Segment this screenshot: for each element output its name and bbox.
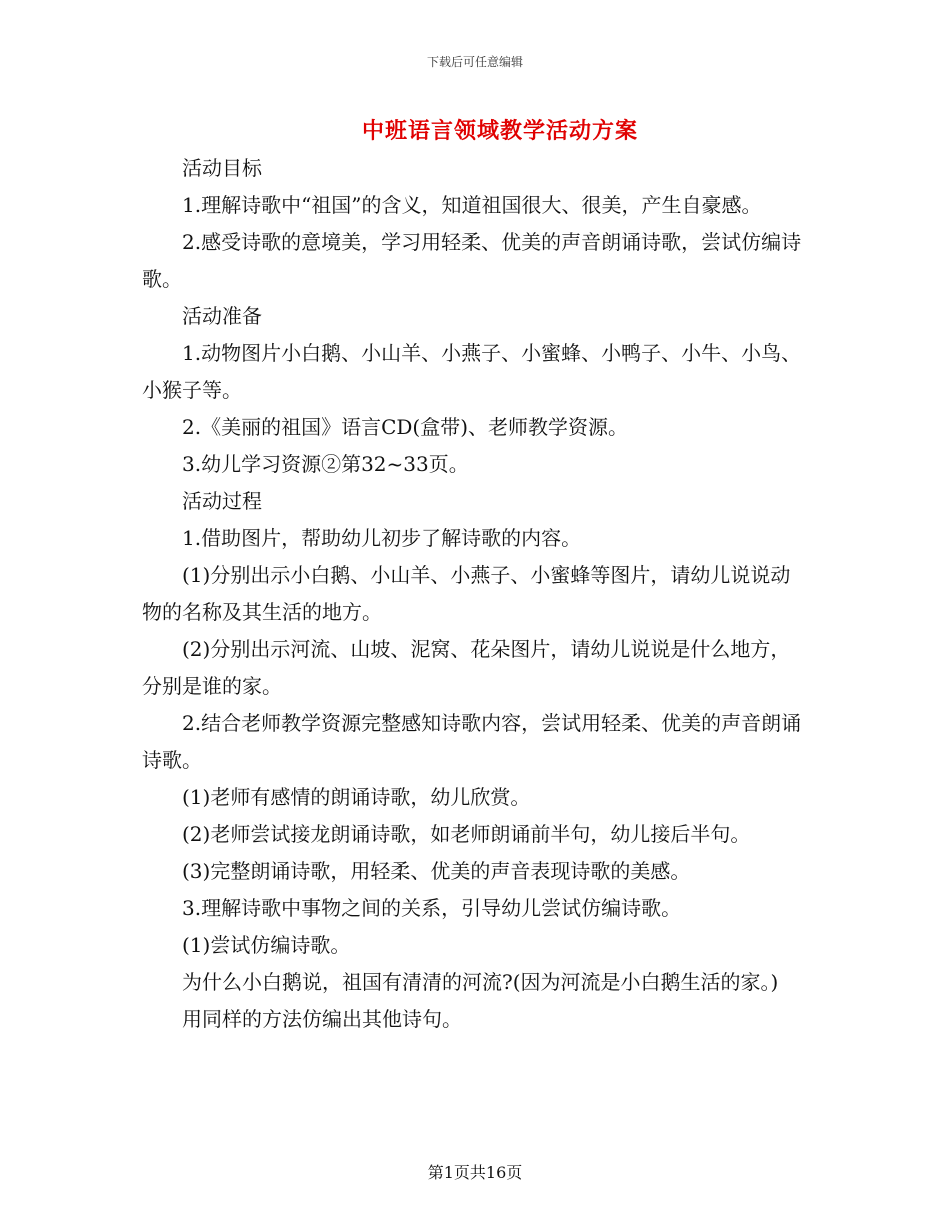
paragraph: 3.理解诗歌中事物之间的关系，引导幼儿尝试仿编诗歌。 [182,896,682,920]
paragraph: 1.借助图片，帮助幼儿初步了解诗歌的内容。 [182,526,582,550]
header-note: 下载后可任意编辑 [426,55,523,69]
paragraph: 2.感受诗歌的意境美，学习用轻柔、优美的声音朗诵诗歌，尝试仿编诗歌。 [142,230,802,291]
document-title: 中班语言领域教学活动方案 [361,118,638,144]
paragraph: (2)分别出示河流、山坡、泥窝、花朵图片，请幼儿说说是什么地方，分别是谁的家。 [142,637,791,698]
paragraph: 2.结合老师教学资源完整感知诗歌内容，尝试用轻柔、优美的声音朗诵诗歌。 [142,711,802,772]
paragraph: 用同样的方法仿编出其他诗句。 [182,1007,462,1031]
paragraph: (3)完整朗诵诗歌，用轻柔、优美的声音表现诗歌的美感。 [182,859,691,883]
paragraph: (1)老师有感情的朗诵诗歌，幼儿欣赏。 [182,785,531,809]
paragraph: 1.理解诗歌中“祖国”的含义，知道祖国很大、很美，产生自豪感。 [182,193,762,217]
page-number: 第1页共16页 [427,1163,523,1182]
paragraph: 1.动物图片小白鹅、小山羊、小燕子、小蜜蜂、小鸭子、小牛、小鸟、小猴子等。 [142,341,802,402]
paragraph: (1)分别出示小白鹅、小山羊、小燕子、小蜜蜂等图片，请幼儿说说动物的名称及其生活的地方。 [142,563,791,624]
paragraph: 3.幼儿学习资源②第32~33页。 [182,452,469,476]
document-body [142,150,802,1038]
section-heading-process: 活动过程 [182,489,262,513]
paragraph: (2)老师尝试接龙朗诵诗歌，如老师朗诵前半句，幼儿接后半句。 [182,822,751,846]
section-heading-preparation: 活动准备 [182,304,262,328]
paragraph: 2.《美丽的祖国》语言CD(盒带)、老师教学资源。 [182,415,629,439]
paragraph: (1)尝试仿编诗歌。 [182,933,351,957]
paragraph: 为什么小白鹅说，祖国有清清的河流?(因为河流是小白鹅生活的家。) [182,970,779,994]
section-heading-goals: 活动目标 [182,156,262,180]
